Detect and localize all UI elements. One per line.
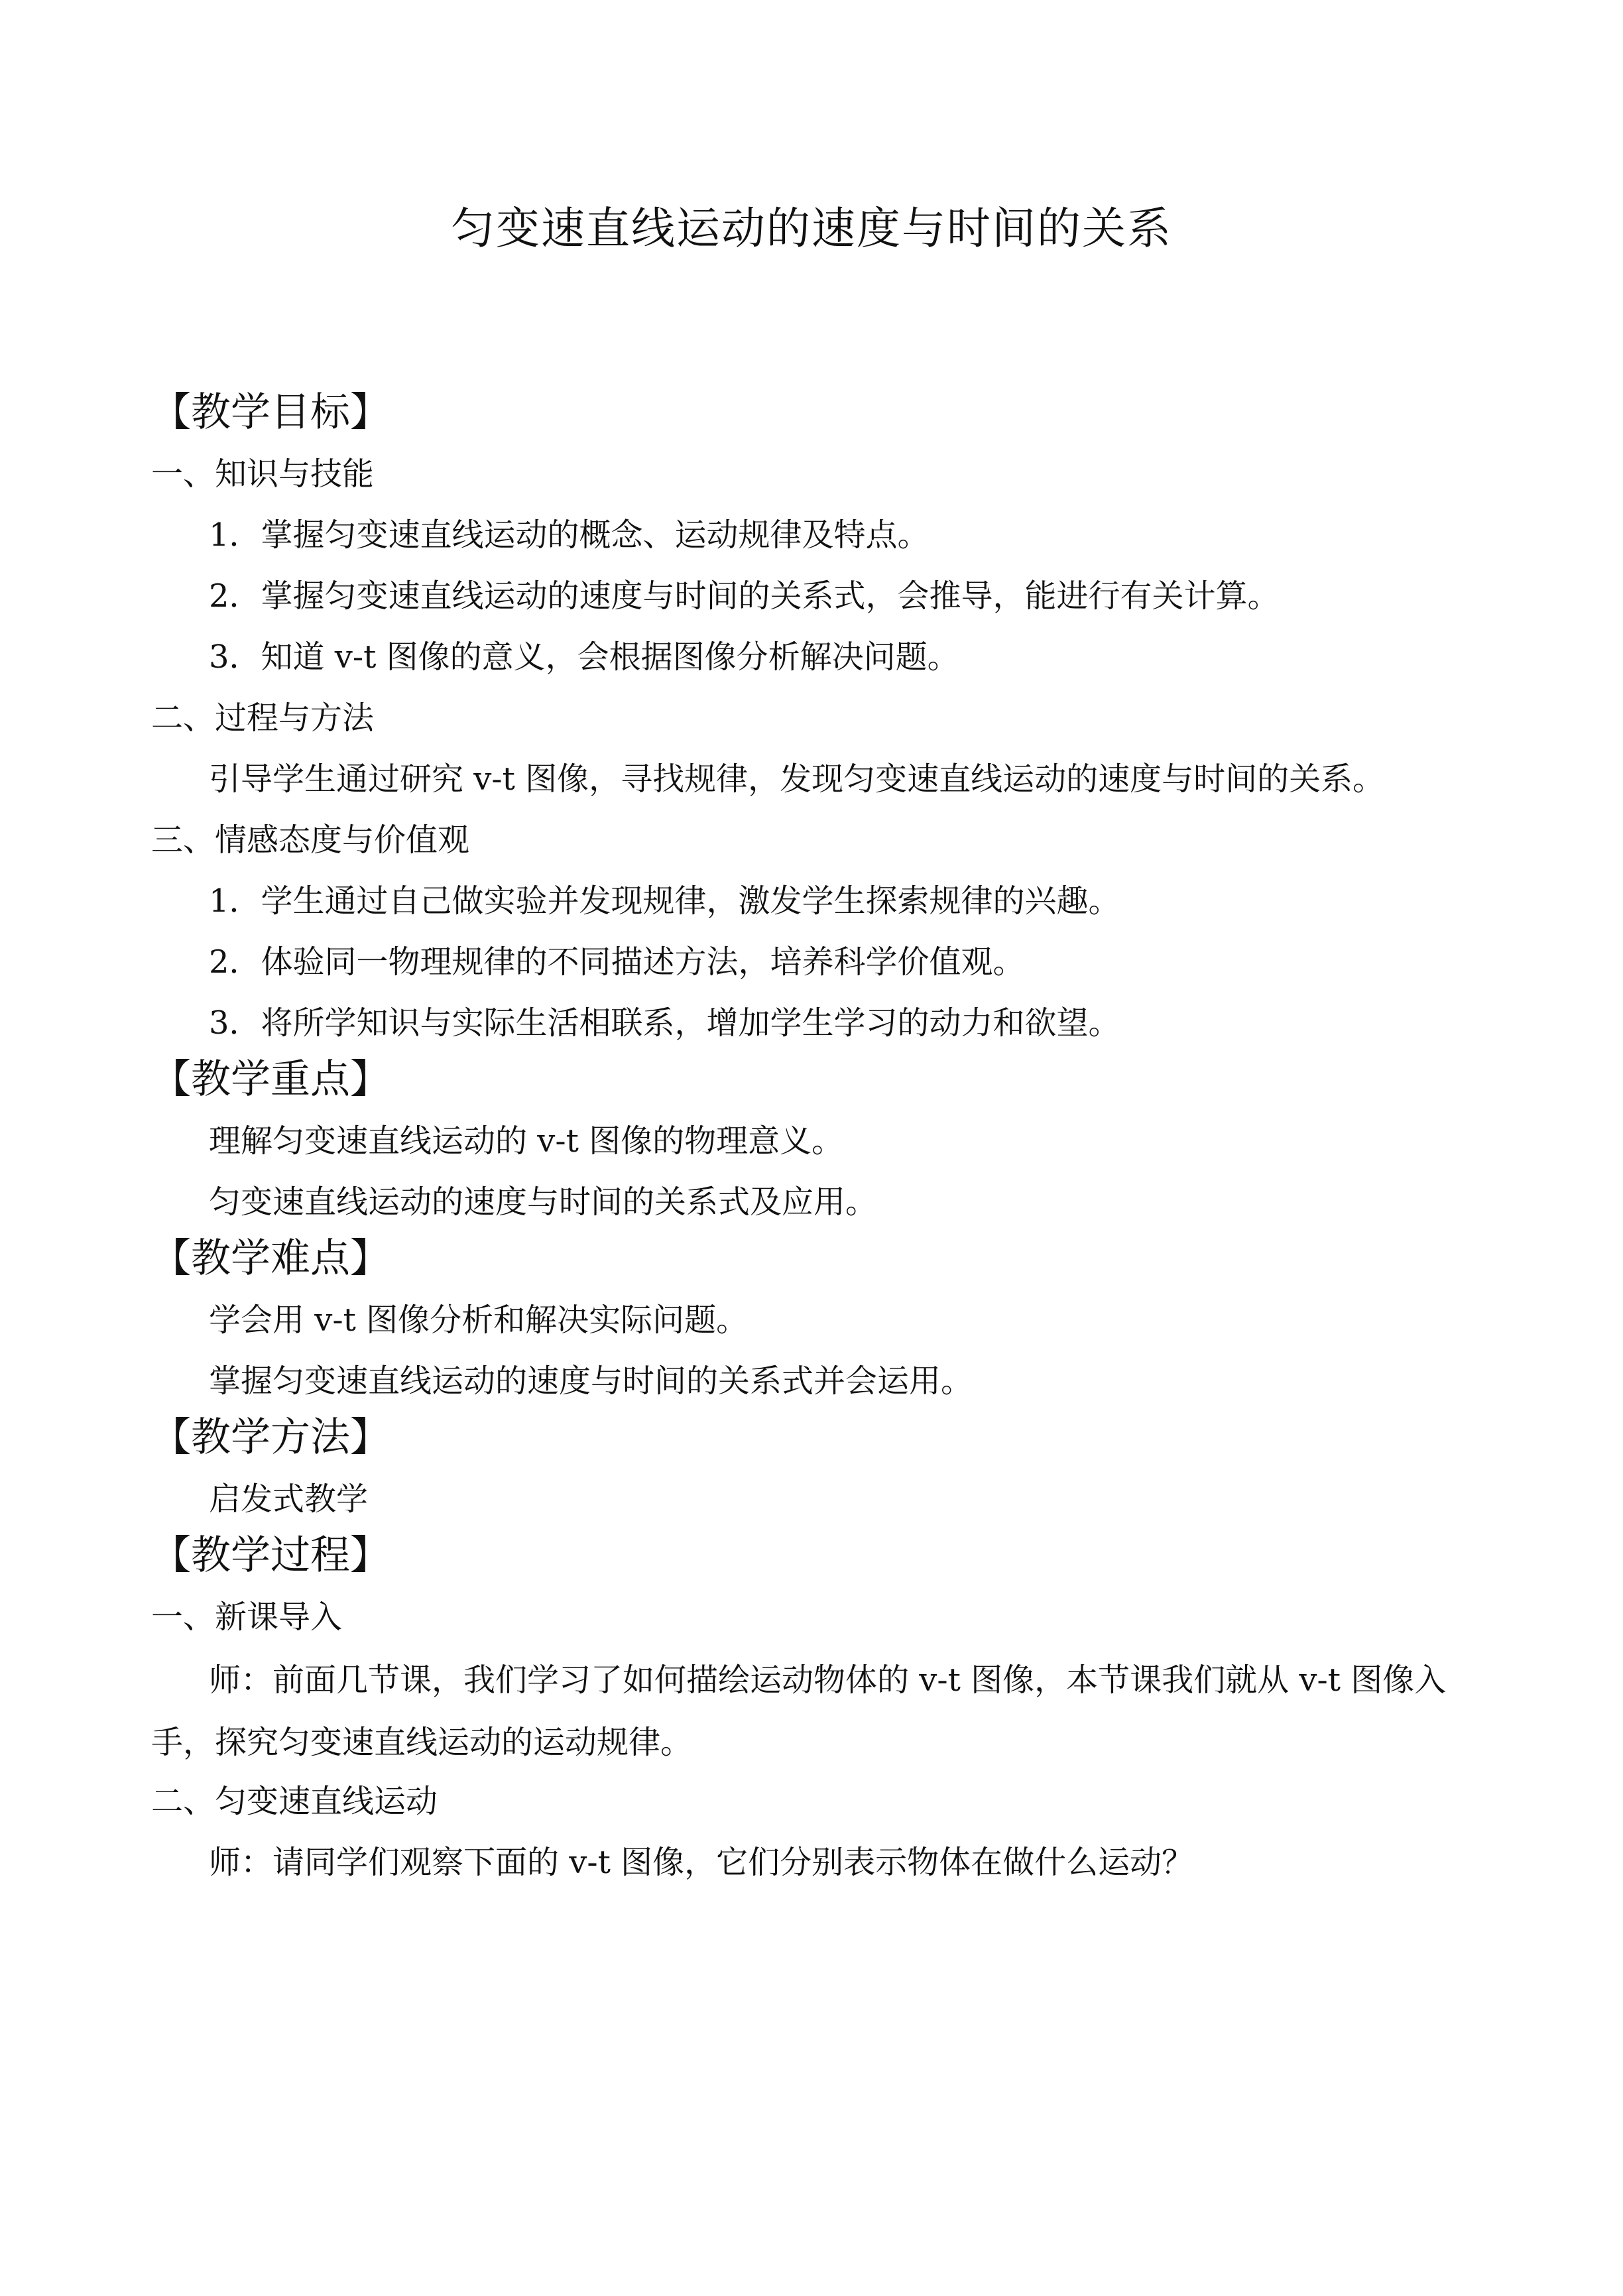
knowledge-item-1: 1．掌握匀变速直线运动的概念、运动规律及特点。 — [209, 516, 930, 554]
section-heading-objectives: 【教学目标】 — [151, 389, 390, 436]
knowledge-item-2: 2．掌握匀变速直线运动的速度与时间的关系式，会推导，能进行有关计算。 — [209, 577, 1280, 615]
subheading-emotion: 三、情感态度与价值观 — [151, 821, 470, 859]
section-heading-method: 【教学方法】 — [151, 1414, 390, 1461]
subheading-process-method: 二、过程与方法 — [151, 699, 375, 737]
subheading-uniform-motion: 二、匀变速直线运动 — [151, 1783, 438, 1820]
key-point-1: 理解匀变速直线运动的 v-t 图像的物理意义。 — [209, 1122, 844, 1160]
section-heading-key-points: 【教学重点】 — [151, 1056, 390, 1103]
emotion-item-3: 3．将所学知识与实际生活相联系，增加学生学习的动力和欲望。 — [209, 1004, 1120, 1042]
key-point-2: 匀变速直线运动的速度与时间的关系式及应用。 — [209, 1183, 878, 1221]
method-text: 启发式教学 — [209, 1480, 369, 1518]
subheading-knowledge: 一、知识与技能 — [151, 455, 375, 493]
process-method-text: 引导学生通过研究 v-t 图像，寻找规律，发现匀变速直线运动的速度与时间的关系。 — [209, 760, 1385, 798]
difficulty-2: 掌握匀变速直线运动的速度与时间的关系式并会运用。 — [209, 1362, 973, 1400]
knowledge-item-3: 3．知道 v-t 图像的意义，会根据图像分析解决问题。 — [209, 638, 959, 676]
emotion-item-1: 1．学生通过自己做实验并发现规律，激发学生探索规律的兴趣。 — [209, 882, 1120, 920]
uniform-motion-paragraph: 师：请同学们观察下面的 v-t 图像，它们分别表示物体在做什么运动？ — [209, 1844, 1194, 1881]
section-heading-difficulties: 【教学难点】 — [151, 1235, 390, 1282]
intro-paragraph: 师：前面几节课，我们学习了如何描绘运动物体的 v-t 图像，本节课我们就从 v-t 图像入手，探究匀变速直线运动的运动规律。 — [151, 1662, 1447, 1761]
emotion-item-2: 2．体验同一物理规律的不同描述方法，培养科学价值观。 — [209, 943, 1025, 981]
document-title: 匀变速直线运动的速度与时间的关系 — [451, 203, 1172, 254]
subheading-intro: 一、新课导入 — [151, 1599, 343, 1636]
section-heading-process: 【教学过程】 — [151, 1532, 390, 1579]
difficulty-1: 学会用 v-t 图像分析和解决实际问题。 — [209, 1301, 749, 1339]
